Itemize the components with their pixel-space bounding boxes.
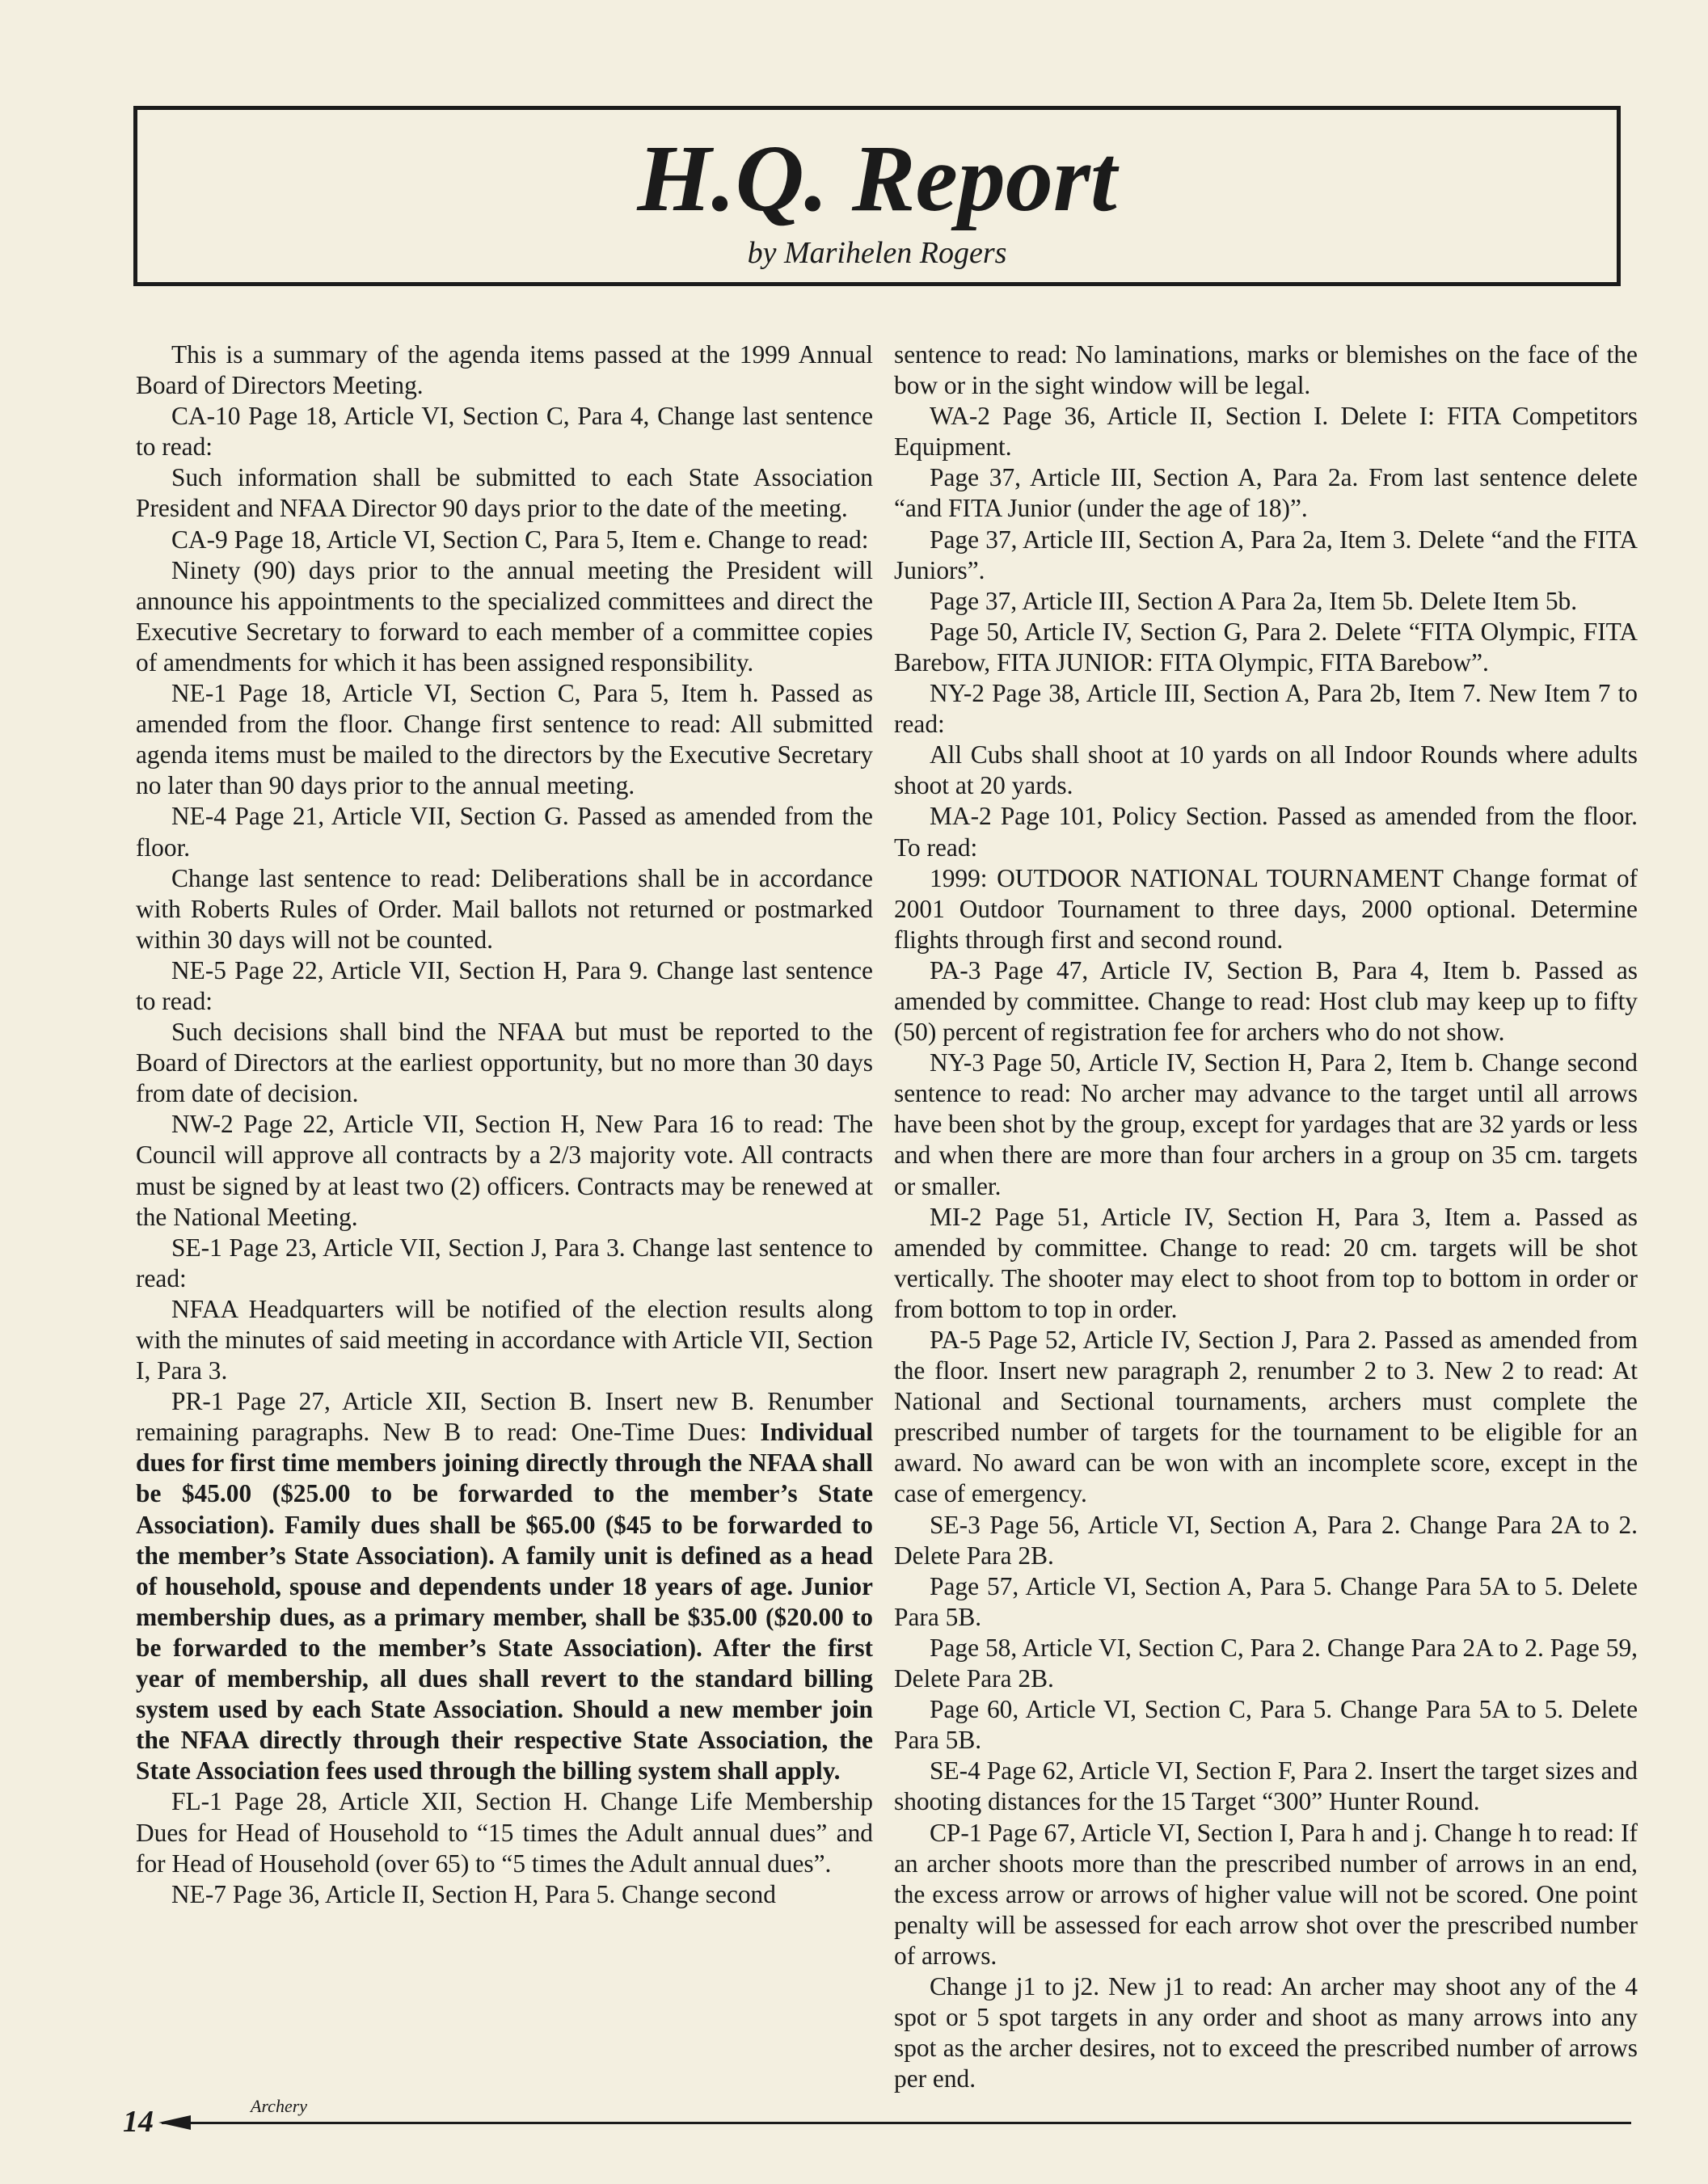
paragraph: 1999: OUTDOOR NATIONAL TOURNAMENT Change format of 2001 Outdoor Tournament to three days, 2000 optional. Determine flights through first and second round.	[894, 863, 1638, 954]
pr1-bold-text: Individual dues for first time members joining directly through the NFAA shall be $45.00 ($25.00 to be forwarded to the member’s State Association). Family dues shall be $65.00 ($45 to be forwarded to the member’s State Association). A family unit is defined as a head of household, spouse and dependents under 18 years of age. Junior membership dues, as a primary member, shall be $35.00 ($20.00 to be forwarded to the member’s State Association). After the first year of membership, all dues shall revert to the standard billing system used by each State Association. Should a new member join the NFAA directly through their respective State Association, the State Association fees used through the billing system shall apply.	[136, 1418, 873, 1786]
paragraph: CP-1 Page 67, Article VI, Section I, Para h and j. Change h to read: If an archer shoots more than the prescribed number of arrows in an end, the excess arrow or arrows of higher value will not be scored. One point penalty will be assessed for each arrow shot over the prescribed number of arrows.	[894, 1818, 1638, 1970]
page-title: H.Q. Report	[637, 125, 1117, 231]
paragraph: NFAA Headquarters will be notified of the election results along with the minutes of said meeting in accordance with Article VII, Section I, Para 3.	[136, 1294, 873, 1385]
paragraph: All Cubs shall shoot at 10 yards on all Indoor Rounds where adults shoot at 20 yards.	[894, 740, 1638, 800]
paragraph: Page 37, Article III, Section A, Para 2a, Item 3. Delete “and the FITA Juniors”.	[894, 525, 1638, 584]
paragraph: This is a summary of the agenda items passed at the 1999 Annual Board of Directors Meeting.	[136, 340, 873, 400]
paragraph: Page 50, Article IV, Section G, Para 2. Delete “FITA Olympic, FITA Barebow, FITA JUNIOR: FITA Olympic, FITA Barebow”.	[894, 617, 1638, 677]
paragraph: Page 37, Article III, Section A Para 2a, Item 5b. Delete Item 5b.	[930, 586, 1578, 615]
paragraph: NE-7 Page 36, Article II, Section H, Para 5. Change second	[171, 1879, 776, 1908]
pr1-intro: PR-1 Page 27, Article XII, Section B. Insert new B. Renumber remaining paragraphs. New B to read: One-Time Dues:	[136, 1387, 873, 1447]
left-column	[136, 339, 873, 1910]
paragraph: Page 58, Article VI, Section C, Para 2. Change Para 2A to 2. Page 59, Delete Para 2B.	[894, 1633, 1638, 1693]
paragraph: Such information shall be submitted to each State Association President and NFAA Director 90 days prior to the date of the meeting.	[136, 463, 873, 523]
title-box	[133, 106, 1621, 286]
paragraph: NY-3 Page 50, Article IV, Section H, Para 2, Item b. Change second sentence to read: No archer may advance to the target until all arrows have been shot by the group, except for yardages that are 32 yards or less and when there are more than four archers in a group on 35 cm. targets or smaller.	[894, 1048, 1638, 1200]
paragraph: MA-2 Page 101, Policy Section. Passed as amended from the floor. To read:	[894, 802, 1638, 862]
paragraph: PA-5 Page 52, Article IV, Section J, Para 2. Passed as amended from the floor. Insert new paragraph 2, renumber 2 to 3. New 2 to read: At National and Sectional tournaments, archers must complete the prescribed number of targets for the tournament to be eligible for an award. No award can be won with an incomplete score, except in the case of emergency.	[894, 1326, 1638, 1508]
right-column	[894, 339, 1638, 2094]
paragraph: NE-5 Page 22, Article VII, Section H, Para 9. Change last sentence to read:	[136, 955, 873, 1015]
paragraph: FL-1 Page 28, Article XII, Section H. Change Life Membership Dues for Head of Household to “15 times the Adult annual dues” and for Head of Household (over 65) to “5 times the Adult annual dues”.	[136, 1787, 873, 1878]
paragraph: NY-2 Page 38, Article III, Section A, Para 2b, Item 7. New Item 7 to read:	[894, 679, 1638, 739]
paragraph: CA-10 Page 18, Article VI, Section C, Para 4, Change last sentence to read:	[136, 402, 873, 462]
paragraph: Ninety (90) days prior to the annual meeting the President will announce his appointments to the specialized committees and direct the Executive Secretary to forward to each member of a committee copies of amendments for which it has been assigned responsibility.	[136, 555, 873, 677]
paragraph: sentence to read: No laminations, marks or blemishes on the face of the bow or in the sight window will be legal.	[894, 340, 1638, 400]
paragraph: Page 37, Article III, Section A, Para 2a. From last sentence delete “and FITA Junior (under the age of 18)”.	[894, 463, 1638, 523]
paragraph: NW-2 Page 22, Article VII, Section H, New Para 16 to read: The Council will approve all contracts by a 2/3 majority vote. All contracts must be signed by at least two (2) officers. Contracts may be renewed at the National Meeting.	[136, 1110, 873, 1231]
paragraph: WA-2 Page 36, Article II, Section I. Delete I: FITA Competitors Equipment.	[894, 402, 1638, 462]
paragraph: NE-4 Page 21, Article VII, Section G. Passed as amended from the floor.	[136, 802, 873, 862]
paragraph: SE-4 Page 62, Article VI, Section F, Para 2. Insert the target sizes and shooting distances for the 15 Target “300” Hunter Round.	[894, 1756, 1638, 1816]
paragraph: Change last sentence to read: Deliberations shall be in accordance with Roberts Rules of Order. Mail ballots not returned or postmarked within 30 days will not be counted.	[136, 863, 873, 954]
paragraph: Change j1 to j2. New j1 to read: An archer may shoot any of the 4 spot or 5 spot targets in any order and shoot as many arrows into any spot as the archer desires, not to exceed the prescribed number of arrows per end.	[894, 1971, 1638, 2093]
paragraph: Such decisions shall bind the NFAA but must be reported to the Board of Directors at the earliest opportunity, but no more than 30 days from date of decision.	[136, 1018, 873, 1108]
paragraph: MI-2 Page 51, Article IV, Section H, Para 3, Item a. Passed as amended by committee. Change to read: 20 cm. targets will be shot vertically. The shooter may elect to shoot from top to bottom in order or from bottom to top in order.	[894, 1202, 1638, 1323]
magazine-name: Archery	[251, 2096, 308, 2116]
paragraph: SE-3 Page 56, Article VI, Section A, Para 2. Change Para 2A to 2. Delete Para 2B.	[894, 1510, 1638, 1570]
paragraph: PA-3 Page 47, Article IV, Section B, Para 4, Item b. Passed as amended by committee. Change to read: Host club may keep up to fifty (50) percent of registration fee for archers who do not show.	[894, 955, 1638, 1047]
paragraph: SE-1 Page 23, Article VII, Section J, Para 3. Change last sentence to read:	[136, 1233, 873, 1292]
byline: by Marihelen Rogers	[747, 236, 1007, 270]
paragraph-pr1	[136, 1386, 873, 1786]
paragraph: NE-1 Page 18, Article VI, Section C, Para 5, Item h. Passed as amended from the floor. Change first sentence to read: All submitted agenda items must be mailed to the directors by the Executive Secretary no later than 90 days prior to the annual meeting.	[136, 679, 873, 800]
footer-rule	[162, 2122, 1631, 2124]
paragraph: Page 60, Article VI, Section C, Para 5. Change Para 5A to 5. Delete Para 5B.	[894, 1695, 1638, 1755]
arrow-left-icon	[158, 2115, 191, 2130]
paragraph: CA-9 Page 18, Article VI, Section C, Para 5, Item e. Change to read:	[171, 525, 869, 554]
page-number: 14	[123, 2105, 154, 2139]
paragraph: Page 57, Article VI, Section A, Para 5. Change Para 5A to 5. Delete Para 5B.	[894, 1571, 1638, 1631]
